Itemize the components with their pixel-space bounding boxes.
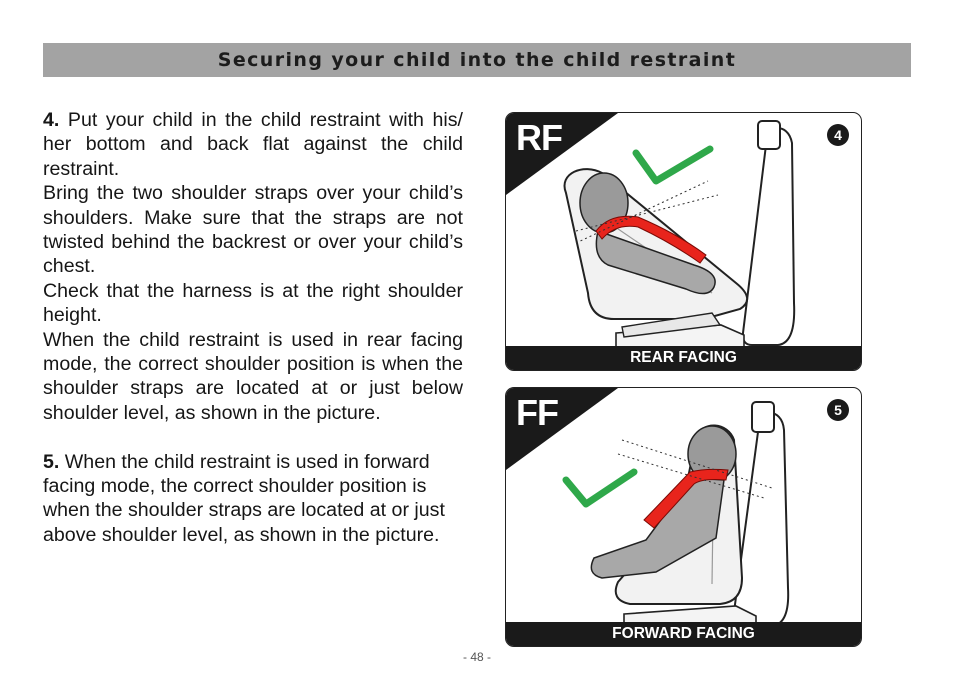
step-5-forward-facing xyxy=(43,450,463,548)
step-4-harness: Check that the harness is at the right shoulder height. xyxy=(43,279,463,327)
section-title: Securing your child into the child restraint xyxy=(217,49,737,71)
step-4-rear-facing: When the child restraint is used in rear facing mode, the correct shoulder position is when the shoulder straps are located at or just below shoulder level, as shown in the picture. xyxy=(43,328,463,424)
figure-code: RF xyxy=(516,117,562,158)
forward-facing-figure xyxy=(505,387,862,647)
figure-caption: REAR FACING xyxy=(506,346,861,370)
check-icon xyxy=(636,149,710,181)
page-number: - 48 - xyxy=(462,650,491,664)
vehicle-seat-back xyxy=(743,128,794,345)
vehicle-headrest xyxy=(752,402,774,432)
step-badge: 4 xyxy=(827,124,849,146)
vehicle-seat-back xyxy=(734,413,788,626)
section-header xyxy=(43,43,911,77)
step-4-intro xyxy=(43,108,463,181)
check-icon xyxy=(566,472,634,504)
step-4-number: 4. xyxy=(43,109,60,131)
forward-facing-illustration xyxy=(506,388,862,647)
figure-code: FF xyxy=(516,392,558,433)
step-4-text: Put your child in the child restraint with his/ her bottom and back flat against the child restraint. xyxy=(43,109,463,180)
step-5-number: 5. xyxy=(43,450,60,473)
rear-facing-figure xyxy=(505,112,862,371)
step-badge: 5 xyxy=(827,399,849,421)
vehicle-headrest xyxy=(758,121,780,149)
step-5-text: When the child restraint is used in forward facing mode, the correct shoulder position is when the shoulder straps are located at or just above shoulder level, as shown in the picture. xyxy=(43,450,445,546)
instruction-text xyxy=(43,108,463,547)
step-4-straps: Bring the two shoulder straps over your child’s shoulders. Make sure that the straps are not twisted behind the backrest or over your child’s chest. xyxy=(43,182,463,278)
figure-caption: FORWARD FACING xyxy=(506,622,861,646)
